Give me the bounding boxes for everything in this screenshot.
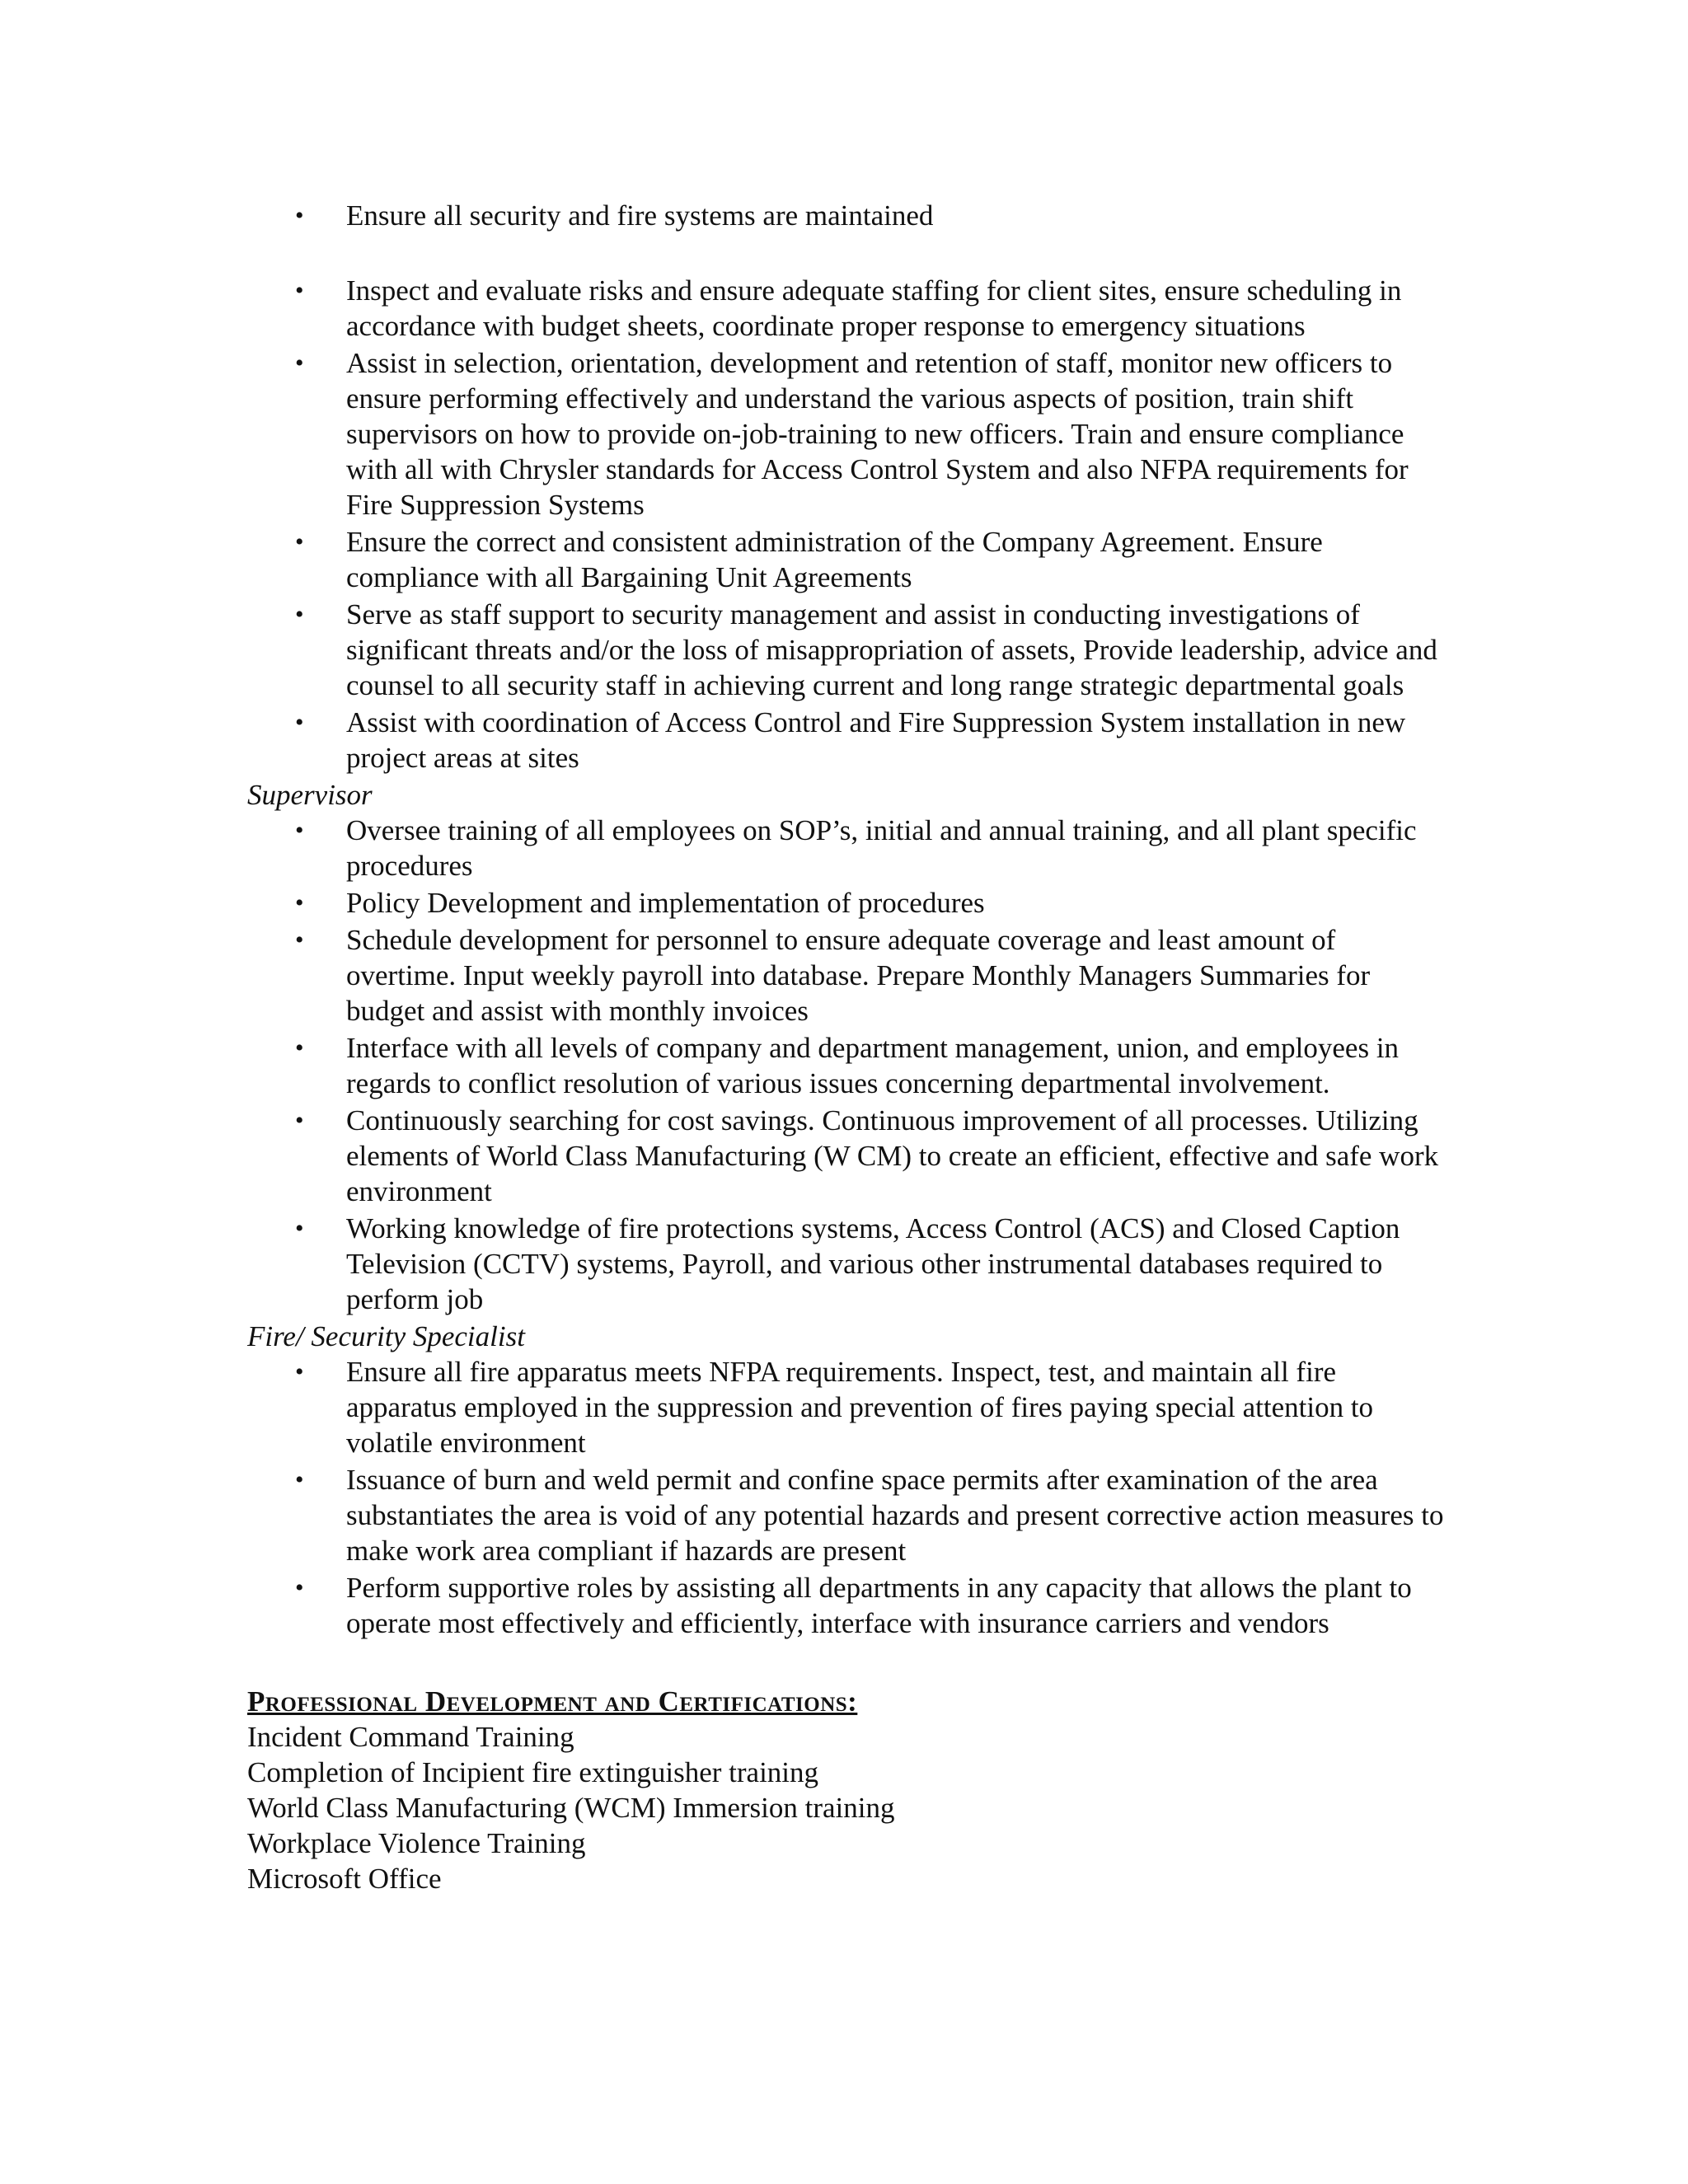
list-item (247, 198, 1451, 233)
bullet-text: Perform supportive roles by assisting all departments in any capacity that allows the plant to operate most effectively and efficiently, interface with insurance carriers and vendors (346, 1572, 1412, 1639)
bullet-icon: • (295, 889, 304, 916)
bullet-text: Issuance of burn and weld permit and confine space permits after examination of the area substantiates the area is void of any potential hazards and present corrective action measures to make work area compliant if hazards are present (346, 1464, 1444, 1567)
bullet-icon: • (295, 1107, 304, 1134)
bullet-text: Working knowledge of fire protections systems, Access Control (ACS) and Closed Caption Television (CCTV) systems, Payroll, and various other instrumental databases required to perform job (346, 1212, 1400, 1315)
list-item (247, 524, 1451, 595)
bullet-icon: • (295, 926, 304, 954)
bullet-text: Ensure all fire apparatus meets NFPA requirements. Inspect, test, and maintain all fire apparatus employed in the suppression and prevention of fires paying special attention to volatile environment (346, 1356, 1374, 1459)
bullet-icon: • (295, 349, 304, 377)
bullet-icon: • (295, 277, 304, 304)
list-item (247, 345, 1451, 523)
bullet-icon: • (295, 1358, 304, 1385)
bullet-icon: • (295, 202, 304, 229)
list-item (247, 705, 1451, 776)
bullet-icon: • (295, 1466, 304, 1493)
bullet-icon: • (295, 1215, 304, 1242)
manager-bullet-list (247, 273, 1451, 776)
list-item: Completion of Incipient fire extinguisher training (247, 1756, 819, 1788)
list-item: Incident Command Training (247, 1721, 574, 1753)
bullet-text: Ensure the correct and consistent administration of the Company Agreement. Ensure compliance with all Bargaining Unit Agreements (346, 526, 1323, 593)
supervisor-bullet-list (247, 813, 1451, 1317)
bullet-icon: • (295, 817, 304, 844)
list-item (247, 1570, 1451, 1641)
bullet-text: Schedule development for personnel to ensure adequate coverage and least amount of overtime. Input weekly payroll into database. Prepare Monthly Managers Summaries for budget and assist with monthly invoices (346, 924, 1371, 1027)
bullet-text: Ensure all security and fire systems are maintained (346, 199, 934, 232)
bullet-text: Assist with coordination of Access Control and Fire Suppression System installation in new project areas at sites (346, 706, 1406, 774)
bullet-text: Serve as staff support to security management and assist in conducting investigations of significant threats and/or the loss of misappropriation of assets, Provide leadership, advice and counsel to all security staff in achieving current and long range strategic departmental goals (346, 598, 1437, 701)
list-item (247, 597, 1451, 703)
list-item (247, 1030, 1451, 1101)
specialist-bullet-list (247, 1354, 1451, 1641)
bullet-icon: • (295, 528, 304, 555)
list-item (247, 1103, 1451, 1209)
list-item (247, 1462, 1451, 1568)
bullet-text: Policy Development and implementation of procedures (346, 887, 985, 919)
bullet-icon: • (295, 1574, 304, 1601)
list-item (247, 885, 1451, 921)
list-item: World Class Manufacturing (WCM) Immersion training (247, 1792, 895, 1824)
bullet-icon: • (295, 709, 304, 736)
bullet-text: Assist in selection, orientation, development and retention of staff, monitor new officers to ensure performing effectively and understand the various aspects of position, train shift supervisors on how to provide on-job-training to new officers. Train and ensure compliance with all with Chrysler standards for Access Control System and also NFPA requirements for Fire Suppression Systems (346, 347, 1409, 521)
list-item (247, 922, 1451, 1029)
list-item (247, 273, 1451, 344)
certifications-heading: Professional Development and Certifications: (247, 1685, 858, 1718)
supervisor-title: Supervisor (247, 779, 373, 811)
bullet-text: Continuously searching for cost savings. Continuous improvement of all processes. Utilizing elements of World Class Manufacturing (W CM) to create an efficient, effective and safe work environment (346, 1104, 1439, 1207)
manager-bullet-list-top (247, 198, 1451, 233)
specialist-title: Fire/ Security Specialist (247, 1320, 525, 1352)
spacer (247, 235, 1451, 273)
bullet-text: Interface with all levels of company and department management, union, and employees in regards to conflict resolution of various issues concerning departmental involvement. (346, 1032, 1400, 1099)
list-item (247, 1211, 1451, 1317)
bullet-text: Inspect and evaluate risks and ensure adequate staffing for client sites, ensure scheduling in accordance with budget sheets, coordinate proper response to emergency situations (346, 274, 1402, 342)
list-item: Workplace Violence Training (247, 1827, 586, 1859)
resume-page (247, 198, 1451, 1896)
list-item (247, 813, 1451, 883)
list-item: Microsoft Office (247, 1863, 442, 1895)
certifications-list (247, 1719, 1451, 1896)
bullet-icon: • (295, 1034, 304, 1062)
bullet-text: Oversee training of all employees on SOP’s, initial and annual training, and all plant specific procedures (346, 814, 1417, 882)
bullet-icon: • (295, 601, 304, 628)
list-item (247, 1354, 1451, 1460)
